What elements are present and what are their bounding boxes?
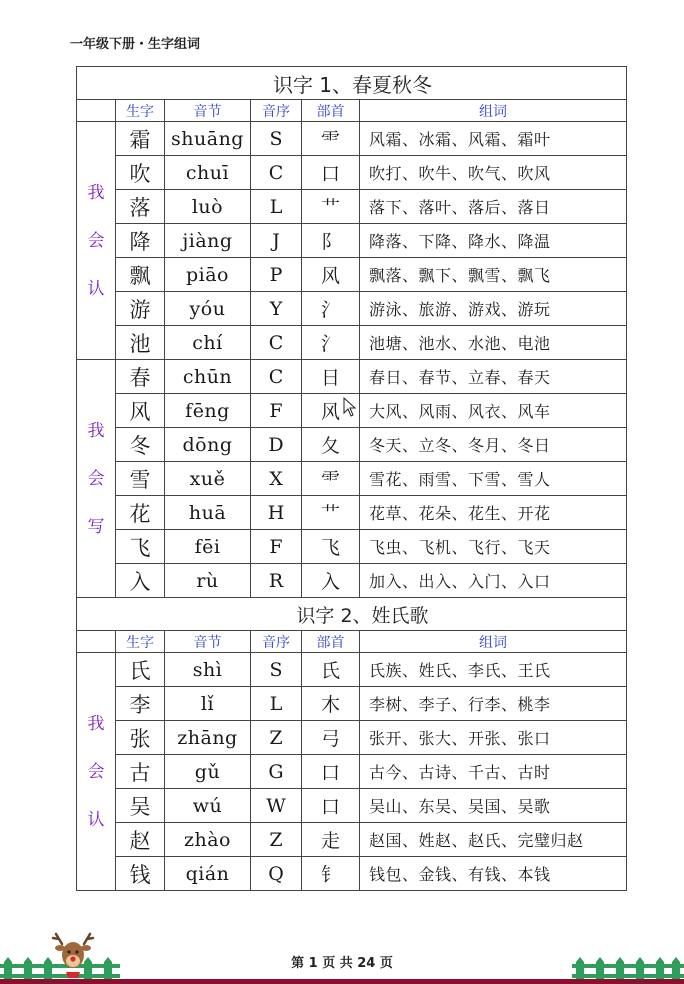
header-radical: 部首	[302, 631, 360, 653]
char-cell: 花	[116, 496, 165, 530]
table-row	[77, 462, 627, 496]
header-char: 生字	[116, 100, 165, 122]
pinyin-cell: shì	[165, 653, 251, 687]
pinyin-cell: zhāng	[165, 721, 251, 755]
seq-cell: F	[251, 394, 302, 428]
section-title-row	[77, 67, 627, 100]
pinyin-cell: luò	[165, 190, 251, 224]
radical-cell: 艹	[302, 190, 360, 224]
char-cell: 古	[116, 755, 165, 789]
char-cell: 钱	[116, 857, 165, 891]
words-cell: 飘落、飘下、飘雪、飘飞	[360, 258, 627, 292]
header-blank	[77, 631, 116, 653]
table-row	[77, 156, 627, 190]
table-row	[77, 258, 627, 292]
column-header-row	[77, 631, 627, 653]
group-label-recognize	[77, 653, 116, 891]
page-number: 第 1 页 共 24 页	[291, 956, 393, 971]
seq-cell: C	[251, 156, 302, 190]
table-row	[77, 564, 627, 598]
footer-bar	[0, 979, 684, 984]
table-row	[77, 326, 627, 360]
radical-cell: 日	[302, 360, 360, 394]
seq-cell: Y	[251, 292, 302, 326]
char-cell: 张	[116, 721, 165, 755]
group-label-write	[77, 360, 116, 598]
group-label-char: 我	[87, 713, 105, 734]
seq-cell: C	[251, 326, 302, 360]
words-cell: 花草、花朵、花生、开花	[360, 496, 627, 530]
radical-cell: 飞	[302, 530, 360, 564]
table-row	[77, 224, 627, 258]
header-blank	[77, 100, 116, 122]
char-cell: 飞	[116, 530, 165, 564]
radical-cell: 钅	[302, 857, 360, 891]
char-cell: 吹	[116, 156, 165, 190]
char-cell: 氏	[116, 653, 165, 687]
char-cell: 池	[116, 326, 165, 360]
radical-cell: 入	[302, 564, 360, 598]
table-row	[77, 360, 627, 394]
table-row	[77, 823, 627, 857]
words-cell: 春日、春节、立春、春天	[360, 360, 627, 394]
header-seq: 音序	[251, 100, 302, 122]
pinyin-cell: gǔ	[165, 755, 251, 789]
pinyin-cell: fēng	[165, 394, 251, 428]
pinyin-cell: zhào	[165, 823, 251, 857]
header-char: 生字	[116, 631, 165, 653]
words-cell: 冬天、立冬、冬月、冬日	[360, 428, 627, 462]
pinyin-cell: yóu	[165, 292, 251, 326]
words-cell: 钱包、金钱、有钱、本钱	[360, 857, 627, 891]
seq-cell: F	[251, 530, 302, 564]
char-cell: 落	[116, 190, 165, 224]
table-row	[77, 190, 627, 224]
group-label-char: 会	[87, 761, 105, 782]
radical-cell: 风	[302, 258, 360, 292]
pinyin-cell: chuī	[165, 156, 251, 190]
seq-cell: R	[251, 564, 302, 598]
seq-cell: L	[251, 190, 302, 224]
pinyin-cell: xuě	[165, 462, 251, 496]
words-cell: 加入、出入、入门、入口	[360, 564, 627, 598]
words-cell: 游泳、旅游、游戏、游玩	[360, 292, 627, 326]
column-header-row	[77, 100, 627, 122]
seq-cell: H	[251, 496, 302, 530]
table-row	[77, 496, 627, 530]
radical-cell: 氵	[302, 292, 360, 326]
char-cell: 赵	[116, 823, 165, 857]
pinyin-cell: shuāng	[165, 122, 251, 156]
vocabulary-table	[76, 66, 627, 891]
words-cell: 吴山、东吴、吴国、吴歌	[360, 789, 627, 823]
words-cell: 落下、落叶、落后、落日	[360, 190, 627, 224]
radical-cell: 木	[302, 687, 360, 721]
words-cell: 张开、张大、开张、张口	[360, 721, 627, 755]
words-cell: 吹打、吹牛、吹气、吹风	[360, 156, 627, 190]
radical-cell: 风	[302, 394, 360, 428]
document-header-title: 一年级下册・生字组词	[70, 37, 201, 52]
words-cell: 雪花、雨雪、下雪、雪人	[360, 462, 627, 496]
table-row	[77, 428, 627, 462]
seq-cell: L	[251, 687, 302, 721]
seq-cell: Z	[251, 721, 302, 755]
char-cell: 降	[116, 224, 165, 258]
table-row	[77, 653, 627, 687]
words-cell: 飞虫、飞机、飞行、飞天	[360, 530, 627, 564]
pinyin-cell: jiàng	[165, 224, 251, 258]
radical-cell: 走	[302, 823, 360, 857]
pinyin-cell: dōng	[165, 428, 251, 462]
pinyin-cell: lǐ	[165, 687, 251, 721]
section-title: 识字 1、春夏秋冬	[77, 67, 627, 100]
group-label-char: 我	[87, 182, 105, 203]
table-row	[77, 857, 627, 891]
seq-cell: Q	[251, 857, 302, 891]
radical-cell: 氵	[302, 326, 360, 360]
group-label-char: 认	[87, 278, 105, 299]
words-cell: 李树、李子、行李、桃李	[360, 687, 627, 721]
words-cell: 降落、下降、降水、降温	[360, 224, 627, 258]
section-title-row	[77, 598, 627, 631]
seq-cell: G	[251, 755, 302, 789]
table-row	[77, 789, 627, 823]
pinyin-cell: chūn	[165, 360, 251, 394]
table-row	[77, 122, 627, 156]
header-words: 组词	[360, 631, 627, 653]
radical-cell: 弓	[302, 721, 360, 755]
char-cell: 入	[116, 564, 165, 598]
group-label-recognize	[77, 122, 116, 360]
pinyin-cell: chí	[165, 326, 251, 360]
header-pinyin: 音节	[165, 631, 251, 653]
seq-cell: S	[251, 122, 302, 156]
seq-cell: D	[251, 428, 302, 462]
char-cell: 飘	[116, 258, 165, 292]
radical-cell: 口	[302, 755, 360, 789]
radical-cell: 夂	[302, 428, 360, 462]
table-row	[77, 530, 627, 564]
words-cell: 风霜、冰霜、风霜、霜叶	[360, 122, 627, 156]
seq-cell: X	[251, 462, 302, 496]
char-cell: 冬	[116, 428, 165, 462]
table-row	[77, 687, 627, 721]
char-cell: 风	[116, 394, 165, 428]
group-label-char: 会	[87, 230, 105, 251]
group-label-char: 我	[87, 420, 105, 441]
pinyin-cell: huā	[165, 496, 251, 530]
pinyin-cell: fēi	[165, 530, 251, 564]
radical-cell: 阝	[302, 224, 360, 258]
seq-cell: Z	[251, 823, 302, 857]
radical-cell: 口	[302, 789, 360, 823]
words-cell: 大风、风雨、风衣、风车	[360, 394, 627, 428]
words-cell: 古今、古诗、千古、古时	[360, 755, 627, 789]
group-label-char: 写	[87, 516, 105, 537]
table-row	[77, 755, 627, 789]
pinyin-cell: piāo	[165, 258, 251, 292]
seq-cell: W	[251, 789, 302, 823]
pinyin-cell: wú	[165, 789, 251, 823]
table-row	[77, 721, 627, 755]
mouse-cursor-icon	[343, 397, 357, 417]
char-cell: 雪	[116, 462, 165, 496]
section-title: 识字 2、姓氏歌	[77, 598, 627, 631]
char-cell: 霜	[116, 122, 165, 156]
table-row	[77, 292, 627, 326]
header-radical: 部首	[302, 100, 360, 122]
radical-cell: 口	[302, 156, 360, 190]
radical-cell: 艹	[302, 496, 360, 530]
words-cell: 池塘、池水、水池、电池	[360, 326, 627, 360]
group-label-char: 认	[87, 809, 105, 830]
header-words: 组词	[360, 100, 627, 122]
seq-cell: C	[251, 360, 302, 394]
char-cell: 春	[116, 360, 165, 394]
char-cell: 李	[116, 687, 165, 721]
words-cell: 氏族、姓氏、李氏、王氏	[360, 653, 627, 687]
words-cell: 赵国、姓赵、赵氏、完璧归赵	[360, 823, 627, 857]
group-label-char: 会	[87, 468, 105, 489]
char-cell: 吴	[116, 789, 165, 823]
radical-cell: ⻗	[302, 462, 360, 496]
seq-cell: S	[251, 653, 302, 687]
seq-cell: P	[251, 258, 302, 292]
pinyin-cell: rù	[165, 564, 251, 598]
header-seq: 音序	[251, 631, 302, 653]
seq-cell: J	[251, 224, 302, 258]
radical-cell: 氏	[302, 653, 360, 687]
pinyin-cell: qián	[165, 857, 251, 891]
radical-cell: ⻗	[302, 122, 360, 156]
header-pinyin: 音节	[165, 100, 251, 122]
char-cell: 游	[116, 292, 165, 326]
